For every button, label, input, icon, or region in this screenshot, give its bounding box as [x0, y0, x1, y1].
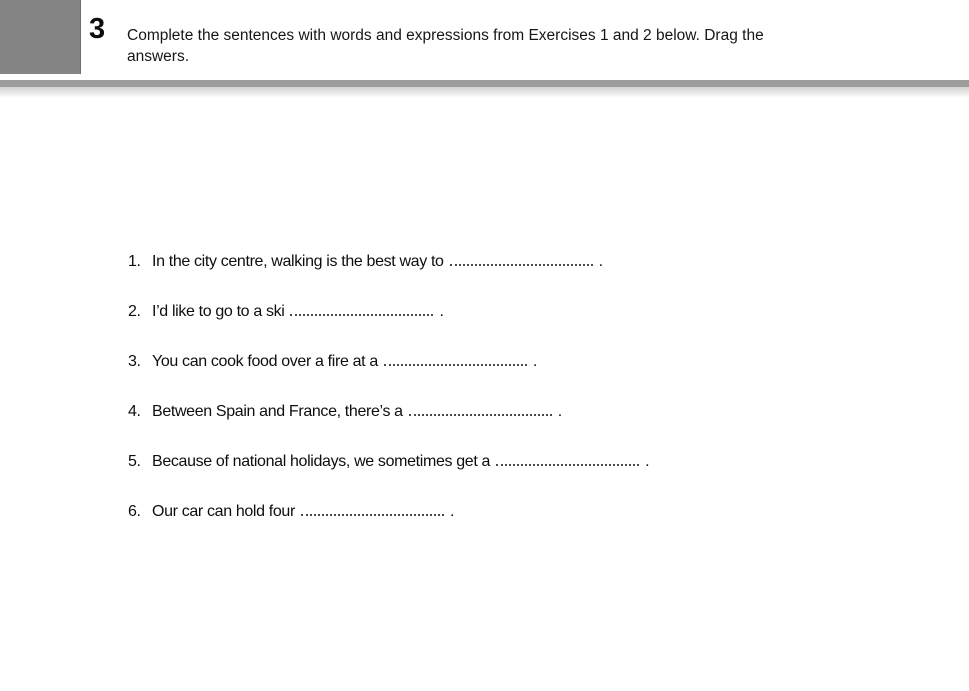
exercise-instruction [127, 25, 764, 67]
answer-dropzone-1[interactable] [450, 261, 593, 266]
sentence-period: . [532, 353, 537, 370]
header-divider [0, 80, 969, 87]
sentence-text: You can cook food over a fire at a [152, 353, 378, 370]
sentence-number: 2. [128, 303, 141, 320]
answer-dropzone-6[interactable] [301, 511, 444, 516]
sentence-number: 1. [128, 253, 141, 270]
sentence-list [128, 237, 649, 537]
corner-tile [0, 0, 81, 74]
sentence-text: Between Spain and France, there’s a [152, 403, 403, 420]
sentence-period: . [557, 403, 562, 420]
sentence-period: . [598, 253, 603, 270]
instruction-line-2: answers. [127, 48, 190, 65]
sentence-period: . [439, 303, 444, 320]
answer-dropzone-2[interactable] [290, 311, 433, 316]
sentence-text: In the city centre, walking is the best way to [152, 253, 444, 270]
exercise-number: 3 [89, 13, 106, 45]
sentence-item-3 [128, 337, 649, 387]
sentence-item-1 [128, 237, 649, 287]
header-divider-shadow [0, 87, 969, 98]
sentence-item-6 [128, 487, 649, 537]
sentence-text: I’d like to go to a ski [152, 303, 285, 320]
sentence-item-5 [128, 437, 649, 487]
sentence-text: Our car can hold four [152, 503, 295, 520]
sentence-number: 5. [128, 453, 141, 470]
instruction-line-1: Complete the sentences with words and expressions from Exercises 1 and 2 below. Drag the [127, 27, 764, 44]
answer-dropzone-4[interactable] [409, 411, 552, 416]
sentence-text: Because of national holidays, we sometimes get a [152, 453, 491, 470]
sentence-item-2 [128, 287, 649, 337]
sentence-number: 3. [128, 353, 141, 370]
answer-dropzone-5[interactable] [496, 461, 639, 466]
answer-dropzone-3[interactable] [384, 361, 527, 366]
sentence-period: . [449, 503, 455, 520]
sentence-item-4 [128, 387, 649, 437]
sentence-number: 6. [128, 503, 141, 520]
sentence-number: 4. [128, 403, 141, 420]
sentence-period: . [645, 453, 650, 470]
